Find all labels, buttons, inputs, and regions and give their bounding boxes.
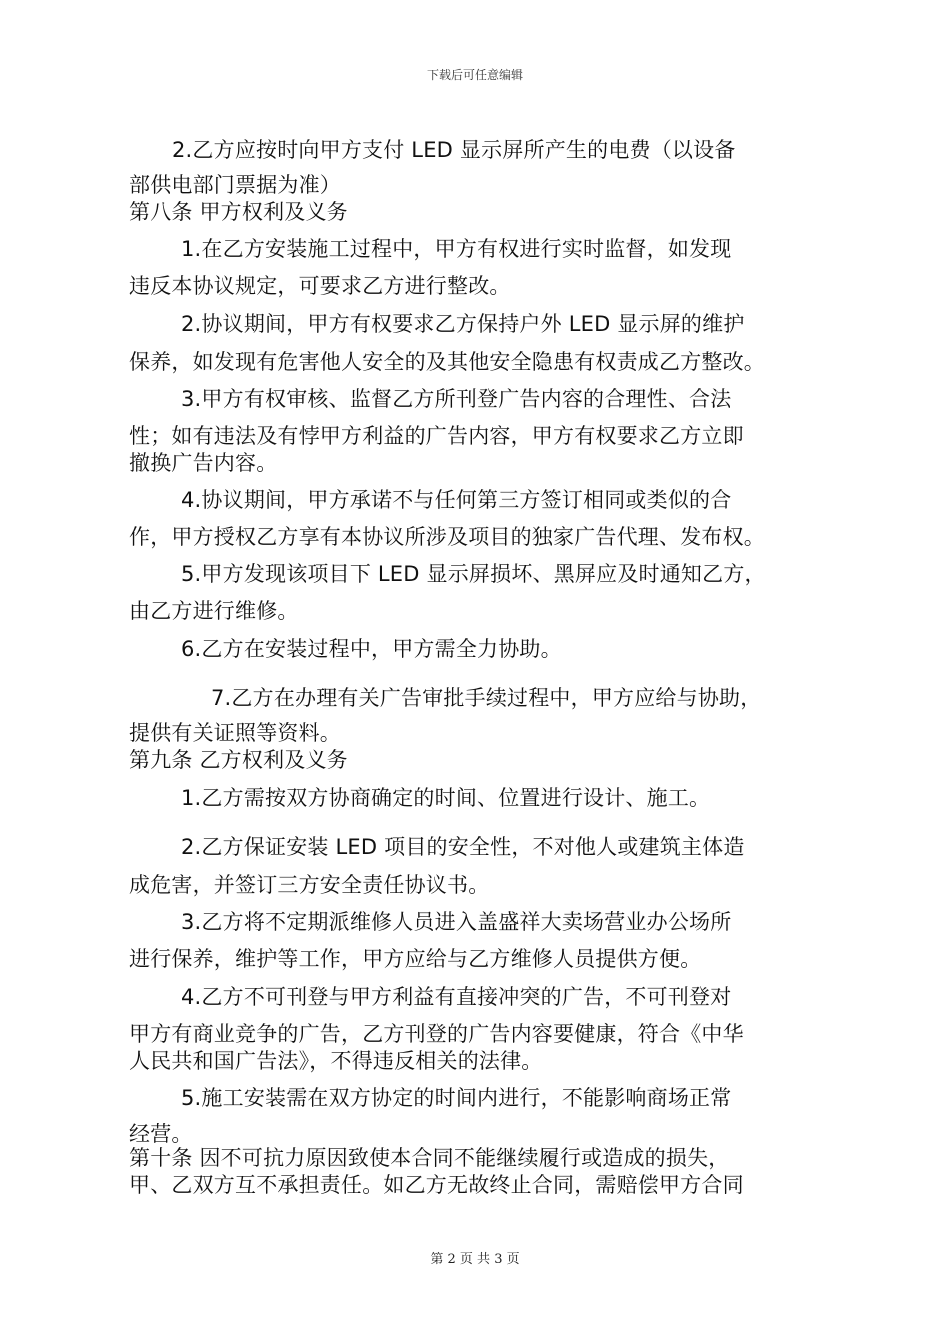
- text-line: 成危害，并签订三方安全责任协议书。: [129, 873, 490, 897]
- text-line: 1.在乙方安装施工过程中，甲方有权进行实时监督，如发现: [181, 237, 732, 261]
- text-line: 4.协议期间，甲方承诺不与任何第三方签订相同或类似的合: [181, 488, 732, 512]
- text-line: 1.乙方需按双方协商确定的时间、位置进行设计、施工。: [181, 786, 711, 810]
- text-line: 撤换广告内容。: [129, 451, 278, 475]
- text-line: 由乙方进行维修。: [129, 599, 299, 623]
- text-line: 经营。: [129, 1122, 193, 1146]
- text-line: 保养，如发现有危害他人安全的及其他安全隐患有权责成乙方整改。: [129, 350, 765, 374]
- text-line: 3.乙方将不定期派维修人员进入盖盛祥大卖场营业办公场所: [181, 910, 732, 934]
- text-line: 甲方有商业竞争的广告，乙方刊登的广告内容要健康，符合《中华: [129, 1022, 744, 1046]
- text-line: 5.甲方发现该项目下 LED 显示屏损坏、黑屏应及时通知乙方，: [181, 562, 766, 586]
- text-line: 部供电部门票据为准）: [129, 173, 341, 197]
- section-heading: 第九条 乙方权利及义务: [129, 748, 348, 772]
- text-line: 提供有关证照等资料。: [129, 721, 341, 745]
- text-line: 作，甲方授权乙方享有本协议所涉及项目的独家广告代理、发布权。: [129, 525, 765, 549]
- text-line: 甲、乙双方互不承担责任。如乙方无故终止合同，需赔偿甲方合同: [129, 1173, 744, 1197]
- text-line: 7.乙方在办理有关广告审批手续过程中，甲方应给与协助，: [211, 686, 762, 710]
- text-line: 违反本协议规定，可要求乙方进行整改。: [129, 274, 511, 298]
- text-line: 3.甲方有权审核、监督乙方所刊登广告内容的合理性、合法: [181, 387, 732, 411]
- text-line: 6.乙方在安装过程中，甲方需全力协助。: [181, 637, 562, 661]
- text-line: 5.施工安装需在双方协定的时间内进行，不能影响商场正常: [181, 1086, 732, 1110]
- text-line: 性；如有违法及有悖甲方利益的广告内容，甲方有权要求乙方立即: [129, 424, 744, 448]
- section-heading: 第十条 因不可抗力原因致使本合同不能继续履行或造成的损失，: [129, 1146, 730, 1170]
- text-line: 进行保养，维护等工作，甲方应给与乙方维修人员提供方便。: [129, 947, 702, 971]
- section-heading: 第八条 甲方权利及义务: [129, 200, 348, 224]
- text-line: 2.乙方应按时向甲方支付 LED 显示屏所产生的电费（以设备: [172, 138, 736, 162]
- text-line: 4.乙方不可刊登与甲方利益有直接冲突的广告，不可刊登对: [181, 985, 732, 1009]
- page-header: 下载后可任意编辑: [426, 68, 523, 82]
- text-line: 2.协议期间，甲方有权要求乙方保持户外 LED 显示屏的维护: [181, 312, 745, 336]
- page-footer: 第 2 页 共 3 页: [430, 1252, 520, 1267]
- text-line: 人民共和国广告法》，不得违反相关的法律。: [129, 1049, 543, 1073]
- text-line: 2.乙方保证安装 LED 项目的安全性，不对他人或建筑主体造: [181, 835, 745, 859]
